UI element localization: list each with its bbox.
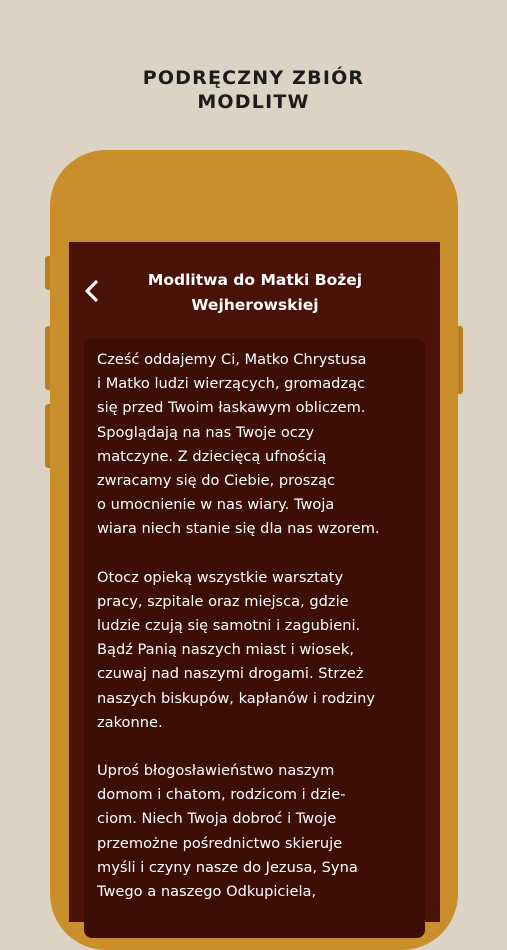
back-button[interactable] xyxy=(79,278,105,304)
prayer-text xyxy=(97,348,417,928)
prayer-paragraph: Uproś błogosławieństwo naszym domom i chatom, rodzicom i dzie- ciom. Niech Twoja dobroć i Twoje przemożne pośrednictwo skieruje myśli i czyny nasze do Jezusa, Syna Twego a naszego Odkupiciela, xyxy=(97,762,358,901)
prayer-paragraph: Otocz opieką wszystkie warsztaty pracy, szpitale oraz miejsca, gdzie ludzie czują się samotni i zagubieni. Bądź Panią naszych miast i wiosek, czuwaj nad naszymi drogami. Strzeż naszych biskupów, kapłanów i rodziny zakonne. xyxy=(97,568,375,731)
page-title xyxy=(120,268,390,318)
page-title-line2: Wejherowskiej xyxy=(191,296,319,314)
page-title-line1: Modlitwa do Matki Bożej xyxy=(147,271,363,289)
prayer-paragraph: Cześć oddajemy Ci, Matko Chrystusa i Matko ludzi wierzących, gromadząc się przed Twoim łaskawym obliczem. Spoglądają na nas Twoje oczy matczyne. Z dziecięcą ufnością zwracamy się do Ciebie, prosząc o umocnienie w nas wiary. Twoja wiara niech stanie się dla nas wzorem. xyxy=(97,351,380,538)
promo-headline-line1: PODRĘCZNY ZBIÓR xyxy=(142,67,365,89)
chevron-left-icon xyxy=(79,278,105,304)
promo-headline-line2: MODLITW xyxy=(197,91,310,113)
promo-headline xyxy=(0,66,507,114)
